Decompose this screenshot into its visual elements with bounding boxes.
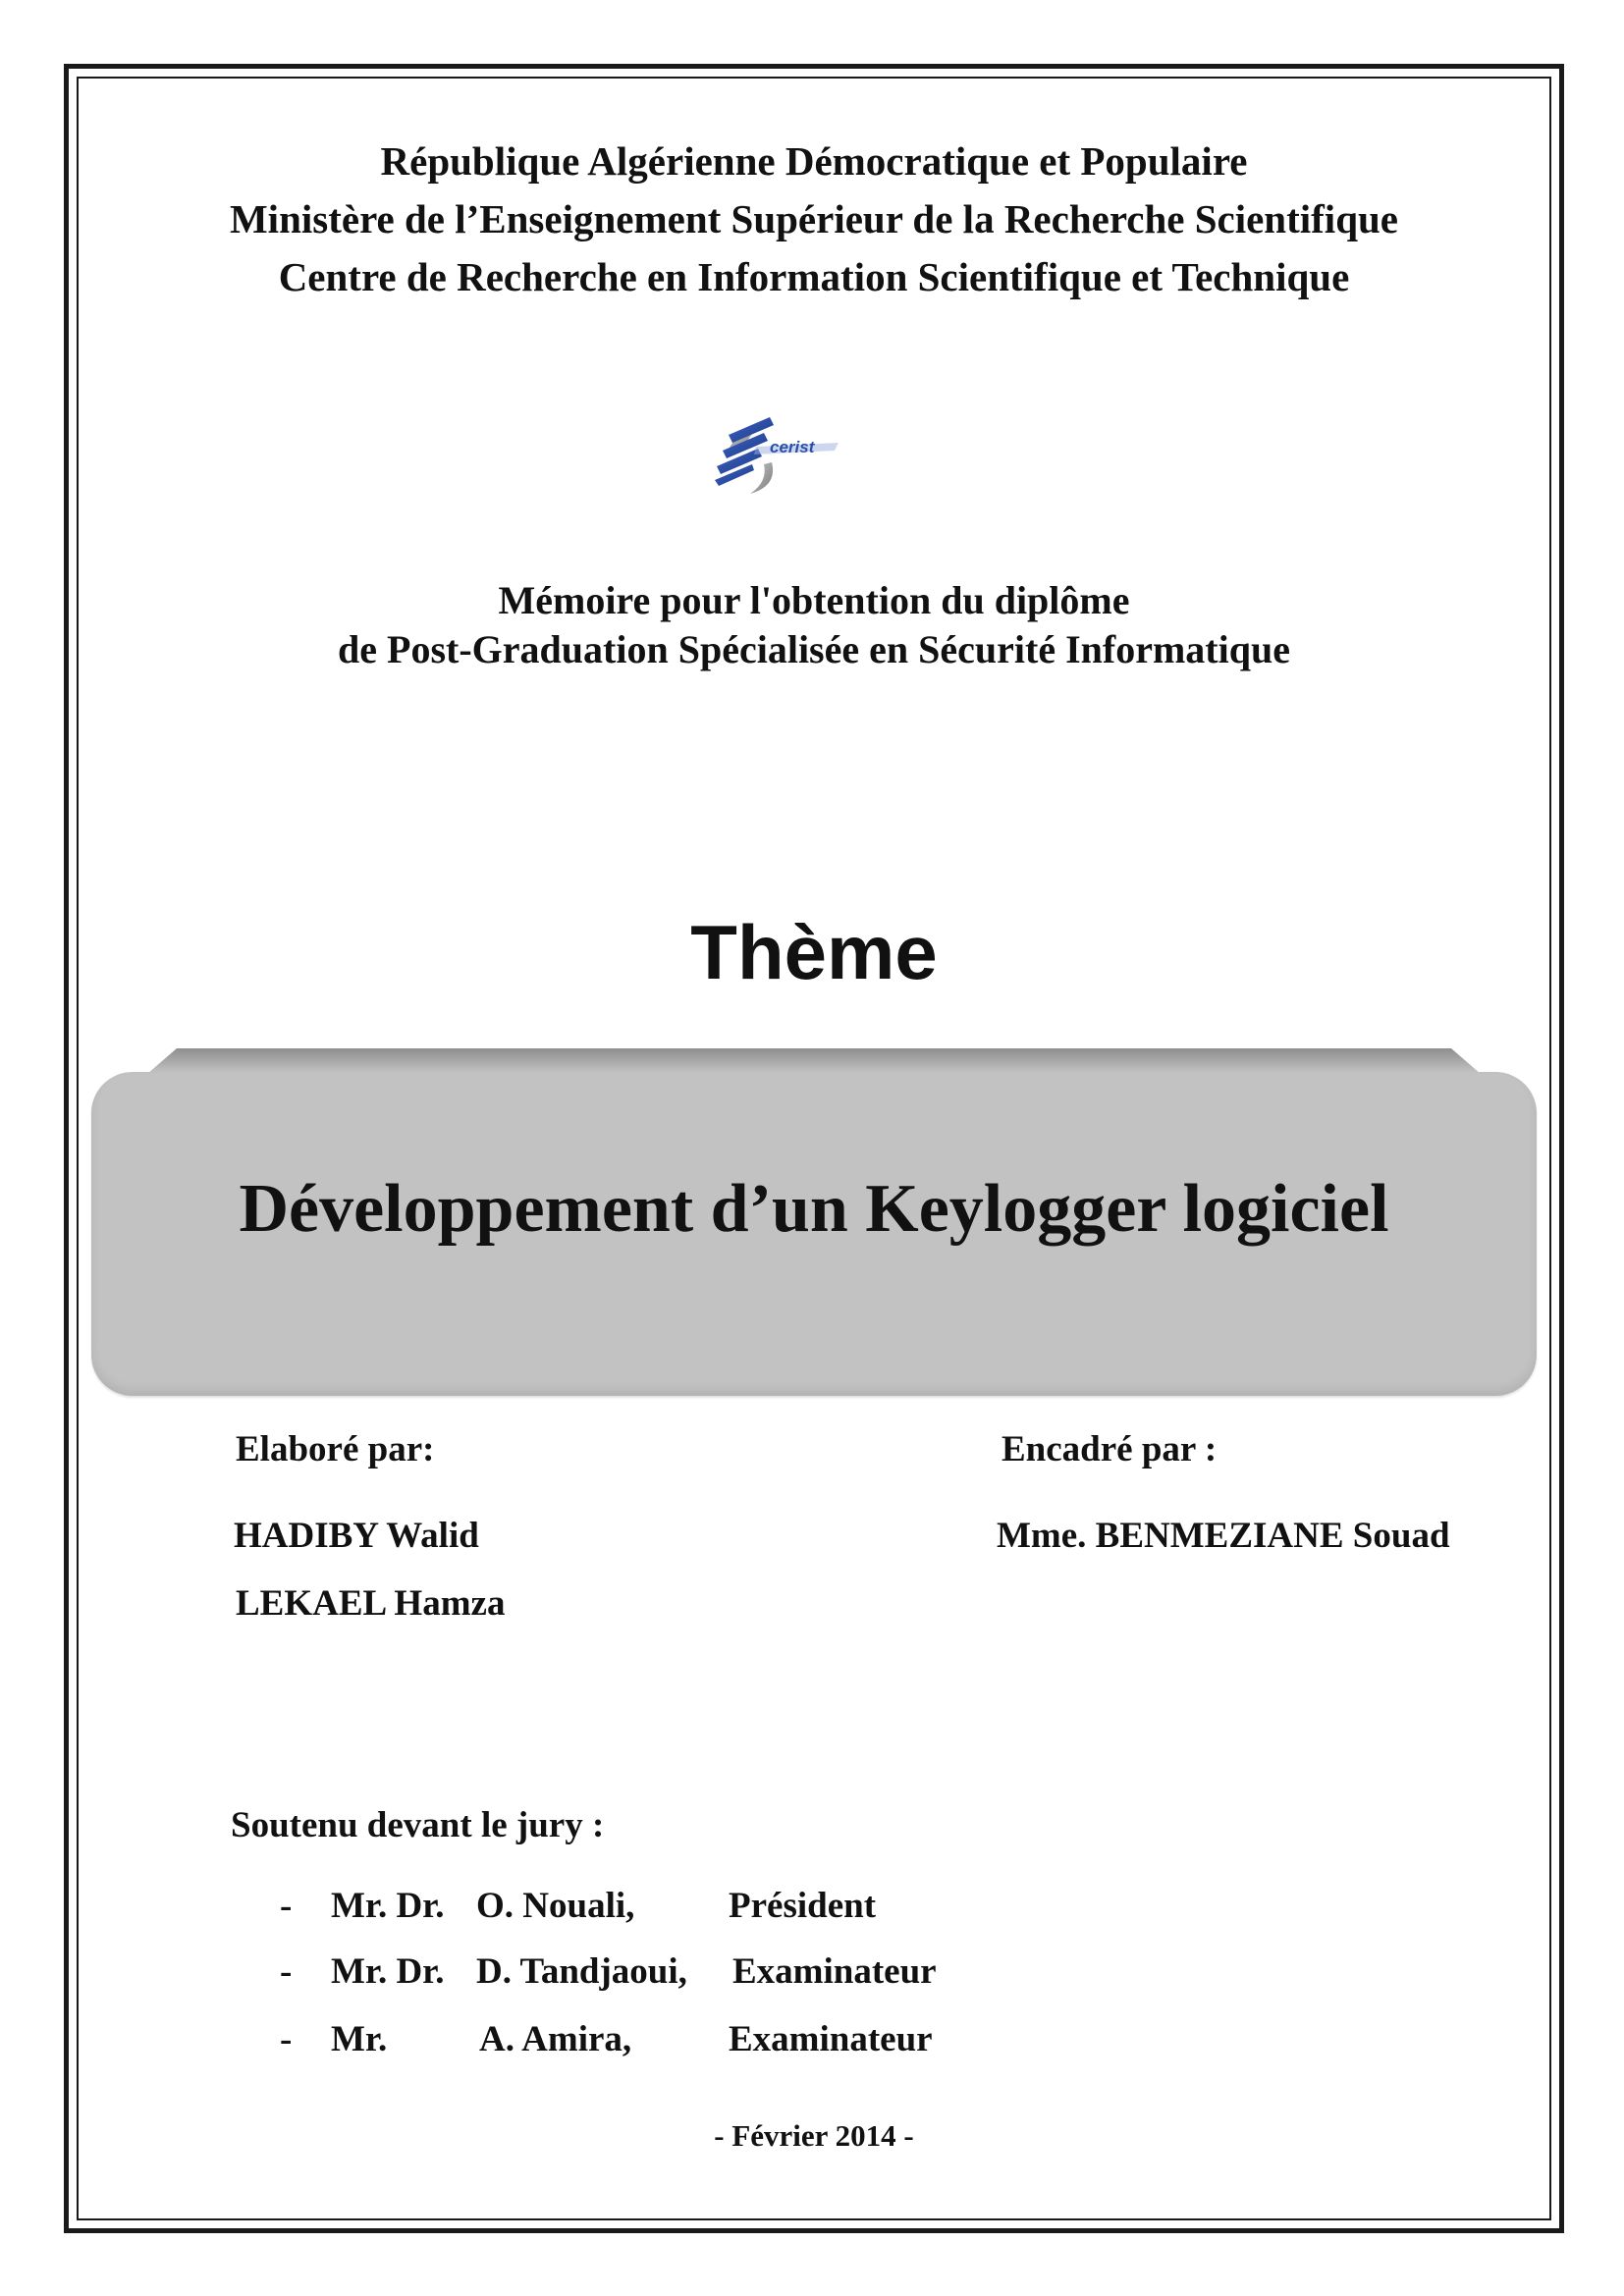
jury-title: Mr. Dr.: [331, 1886, 445, 1926]
title-box-bevel: [147, 1048, 1481, 1074]
cerist-logo-icon: [709, 407, 846, 498]
logo-text: cerist: [770, 438, 815, 456]
date: - Février 2014 -: [714, 2118, 914, 2153]
author-name-1: HADIBY Walid: [234, 1516, 479, 1556]
author-name-2: LEKAEL Hamza: [236, 1583, 506, 1624]
jury-name: A. Amira,: [479, 2019, 632, 2059]
jury-dash: -: [280, 2019, 293, 2059]
thesis-title: Développement d’un Keylogger logiciel: [239, 1171, 1389, 1247]
jury-role: Examinateur: [729, 2019, 933, 2059]
header-republic: République Algérienne Démocratique et Populaire: [380, 138, 1248, 184]
cerist-logo: [709, 407, 846, 498]
theme-label: Thème: [690, 909, 938, 995]
jury-dash: -: [280, 1886, 293, 1926]
supervisor-label: Encadré par :: [1001, 1429, 1218, 1469]
supervisor-name: Mme. BENMEZIANE Souad: [997, 1516, 1450, 1556]
jury-role: Examinateur: [732, 1951, 937, 1992]
header-centre: Centre de Recherche en Information Scientifique et Technique: [278, 254, 1350, 299]
jury-name: D. Tandjaoui,: [476, 1951, 687, 1992]
memoire-line-1: Mémoire pour l'obtention du diplôme: [498, 578, 1130, 622]
memoire-line-2: de Post-Graduation Spécialisée en Sécurité Informatique: [338, 627, 1290, 671]
jury-title: Mr.: [331, 2019, 388, 2059]
jury-title: Mr. Dr.: [331, 1951, 445, 1992]
jury-dash: -: [280, 1951, 293, 1992]
header-ministry: Ministère de l’Enseignement Supérieur de la Recherche Scientifique: [229, 196, 1399, 241]
jury-name: O. Nouali,: [476, 1886, 635, 1926]
jury-label: Soutenu devant le jury :: [231, 1805, 605, 1845]
authors-label: Elaboré par:: [236, 1429, 435, 1469]
jury-role: Président: [729, 1886, 877, 1926]
